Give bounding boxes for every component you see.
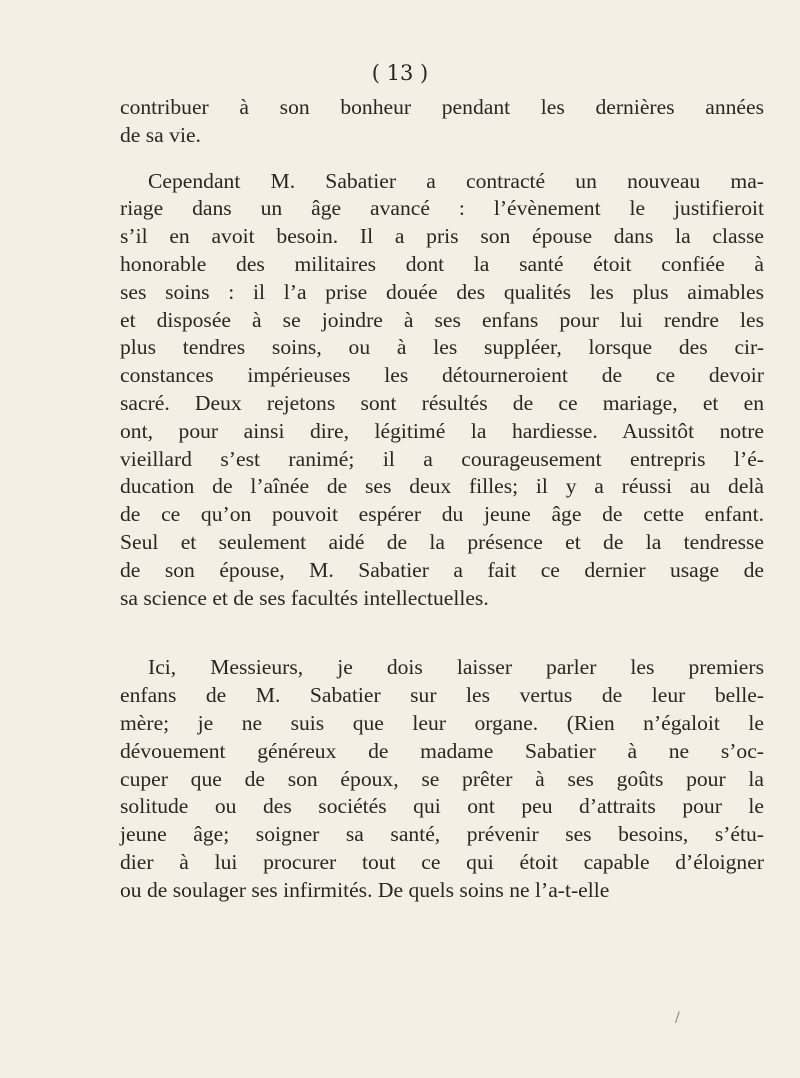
text-line: riage dans un âge avancé : l’évènement le justifieroit — [120, 196, 764, 221]
text-line: Seul et seulement aidé de la présence et de la tendresse — [120, 529, 764, 554]
text-line: Cependant M. Sabatier a contracté un nouveau ma- — [148, 168, 764, 193]
stray-mark: / — [675, 1010, 680, 1026]
text-line: s’il en avoit besoin. Il a pris son épouse dans la classe — [120, 224, 764, 249]
text-line: sacré. Deux rejetons sont résultés de ce mariage, et en — [120, 390, 764, 415]
text-line: constances impérieuses les détourneroient de ce devoir — [120, 363, 764, 388]
text-line: de ce qu’on pouvoit espérer du jeune âge de cette enfant. — [120, 502, 764, 527]
text-line: jeune âge; soigner sa santé, prévenir ses besoins, s’étu- — [120, 822, 764, 847]
text-line: solitude ou des sociétés qui ont peu d’attraits pour le — [120, 794, 764, 819]
text-line: enfans de M. Sabatier sur les vertus de leur belle- — [120, 683, 764, 708]
text-line: dier à lui procurer tout ce qui étoit capable d’éloigner — [120, 849, 764, 874]
text-line: ses soins : il l’a prise douée des qualités les plus aimables — [120, 279, 764, 304]
text-line: ont, pour ainsi dire, légitimé la hardiesse. Aussitôt notre — [120, 418, 764, 443]
text-line: plus tendres soins, ou à les suppléer, lorsque des cir- — [120, 335, 764, 360]
page-number: ( 13 ) — [371, 61, 429, 85]
text-line: de sa vie. — [120, 122, 201, 147]
body-text — [120, 86, 764, 905]
text-line: dévouement généreux de madame Sabatier à ne s’oc- — [120, 738, 764, 763]
text-line: honorable des militaires dont la santé étoit confiée à — [120, 251, 764, 276]
paragraph-2 — [120, 168, 764, 613]
text-line: contribuer à son bonheur pendant les dernières années — [120, 95, 764, 119]
text-line: Ici, Messieurs, je dois laisser parler les premiers — [148, 655, 764, 680]
text-line: sa science et de ses facultés intellectuelles. — [120, 585, 489, 610]
paragraph-3 — [120, 654, 764, 904]
text-line: ducation de l’aînée de ses deux filles; il y a réussi au delà — [120, 474, 764, 499]
text-line: mère; je ne suis que leur organe. (Rien n’égaloit le — [120, 710, 764, 735]
text-line: de son épouse, M. Sabatier a fait ce dernier usage de — [120, 557, 764, 582]
text-line: cuper que de son époux, se prêter à ses goûts pour la — [120, 766, 764, 791]
paragraph-1 — [120, 94, 764, 150]
text-line: ou de soulager ses infirmités. De quels soins ne l’a-t-elle — [120, 877, 610, 902]
text-line: vieillard s’est ranimé; il a courageusement entrepris l’é- — [120, 446, 764, 471]
text-line: et disposée à se joindre à ses enfans pour lui rendre les — [120, 307, 764, 332]
